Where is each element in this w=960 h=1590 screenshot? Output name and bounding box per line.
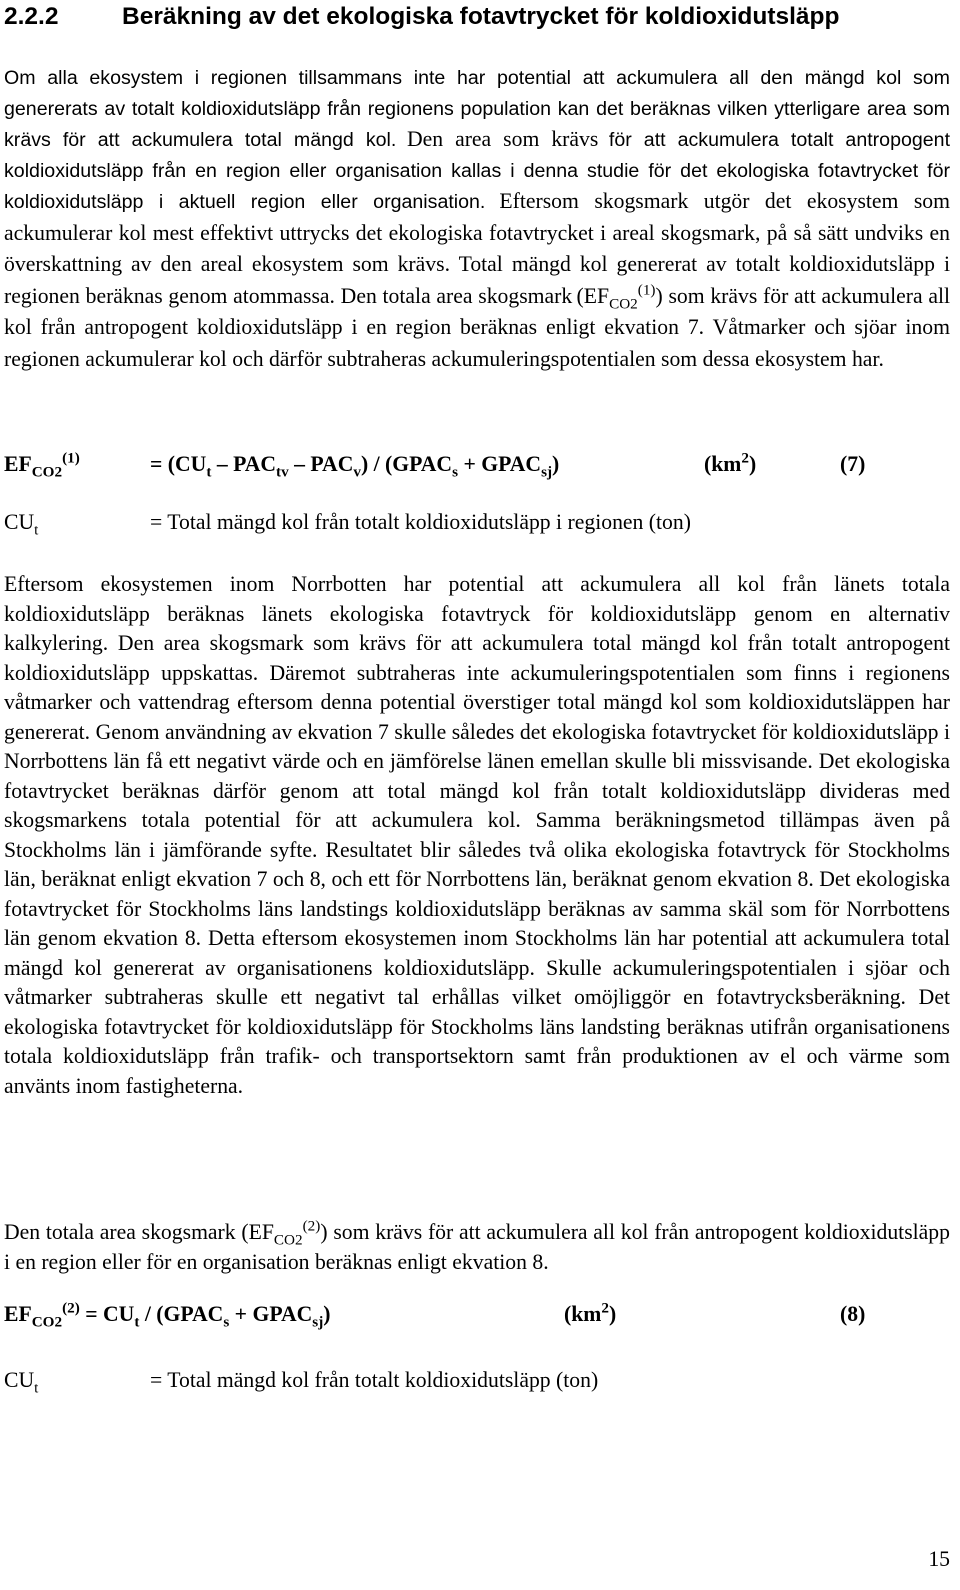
section-heading xyxy=(4,0,950,34)
equation-8-formula: $EF_{CO2}^{(2)} = CU_t$ / ($GPAC_s$ + $GPAC_{sj}$) xyxy=(4,1299,331,1331)
paragraph-equation-8-intro: Den totala area skogsmark $(EF_{CO2}^{(2)})$ som krävs för att ackumulera all kol från antropogent koldioxidutsläpp i en region eller för en organisation beräknas enligt ekvation 8. xyxy=(4,1217,950,1274)
equation-7 xyxy=(4,449,950,492)
section-title: Beräkning av det ekologiska fotavtrycket för koldioxidutsläpp xyxy=(122,3,840,30)
equation-8 xyxy=(4,1299,950,1342)
paragraph-method: Eftersom ekosystemen inom Norrbotten har potential att ackumulera all kol från länets totala koldioxidutsläpp beräknas länets ekologiska fotavtryck för koldioxidutsläpp genom en alternativ kalkylering. Den area skogsmark som krävs för att ackumulera total mängd kol från totalt antropogent koldioxidutsläpp uppskattas. Däremot subtraheras inte ackumuleringspotentialen som finns i regionens våtmarker och vattendrag eftersom denna potential överstiger total mängd kol som koldioxidutsläppen har genererat. Genom användning av ekvation 7 skulle således det ekologiska fotavtrycket för koldioxidutsläpp i Norrbottens län få ett negativt värde och en jämförelse länen emellan skulle bli missvisande. Det ekologiska fotavtrycket beräknas därför genom att total mängd kol från totalt koldioxidutsläpp divideras med skogsmarkens totala potential för att ackumulera kol. Samma beräkningsmetod tillämpas även på Stockholms län i jämförande syfte. Resultatet blir således två olika ekologiska fotavtryck för Stockholms län, beräknat enligt ekvation 7 och 8, och ett för Norrbottens län, beräknat genom ekvation 8. Det ekologiska fotavtrycket för Stockholms läns landstings koldioxidutsläpp beräknas av samma skäl som för Norrbottens län genom ekvation 8. Detta eftersom ekosystemen inom Stockholms län har potential att ackumulera total mängd kol genererat av organisationens koldioxidutsläpp. Skulle ackumuleringspotentialen i sjöar och våtmarker subtraheras skulle ett negativt tal erhållas vilket omöjliggör en fotavtrycksberäkning. Det ekologiska fotavtrycket för koldioxidutsläpp för Stockholms läns landsting beräknas utifrån organisationens totala koldioxidutsläpp från trafik- och transportsektorn samt från produktionen av el och värme som använts inom fastigheterna. xyxy=(4,572,950,1098)
definition-8 xyxy=(4,1368,950,1408)
paragraph-intro-serif-text-1: Den area som krävs xyxy=(406,127,599,151)
section-number: 2.2.2 xyxy=(4,3,59,30)
equation-8-unit: $(km^2)$ xyxy=(564,1299,617,1326)
paragraph-intro-ef-symbol: ($EF_{CO2}^{(1)}$ xyxy=(576,281,656,312)
definition-7 xyxy=(4,510,950,550)
paragraph-intro-sans-text: Om alla ekosystem i regionen tillsammans inte har potential att ackumulera all den mängd kol som genererats av totalt koldioxidutsläpp från regionens population kan det beräknas vilken ytterligare area som krävs för att ackumulera total mängd kol. xyxy=(4,67,950,151)
equation-7-lhs: $EF_{CO2}^{(1)}$ xyxy=(4,449,80,481)
paragraph-intro-sans-text-2: för att ackumulera totalt antropogent koldioxidutsläpp från en region eller organisation kallas i denna studie för det ekologiska fotavtrycket för koldioxidutsläpp i aktuell region eller organisation. xyxy=(4,129,951,213)
equation-7-number: (7) xyxy=(840,452,866,476)
definition-7-text: = Total mängd kol från totalt koldioxidutsläpp i regionen (ton) xyxy=(150,510,691,534)
paragraph-intro xyxy=(4,64,950,376)
definition-7-symbol: $CU_t$ xyxy=(4,510,39,539)
page-number: 15 xyxy=(928,1547,950,1571)
definition-8-symbol: $CU_t$ xyxy=(4,1368,39,1397)
definition-8-text: = Total mängd kol från totalt koldioxidutsläpp (ton) xyxy=(150,1368,599,1392)
equation-8-number: (8) xyxy=(840,1302,866,1326)
equation-7-unit: $(km^2)$ xyxy=(704,449,757,476)
paragraph-intro-serif-text-3: Eftersom skogsmark utgör det ekosystem som ackumulerar kol mest effektivt uttrycks det ekologiska fotavtrycket i areal skogsmark, på så sätt undviks en överskattning av den areal ekosystem som krävs. Total mängd kol genererat av totalt koldioxidutsläpp i regionen beräknas genom atommassa. Den totala area skogsmark xyxy=(4,189,951,308)
equation-7-rhs: = $(CU_t - PAC_{tv} - PAC_v)$ / ($GPAC_s$ + $GPAC_{sj}$) xyxy=(150,452,560,481)
paragraph-intro-serif-text-4: ) som krävs för att ackumulera all kol från antropogent koldioxidutsläpp i en region beräknas enligt ekvation 7. Våtmarker och sjöar inom regionen ackumulerar kol och därför subtraheras ackumuleringspotentialen som dessa ekosystem har. xyxy=(4,283,951,371)
